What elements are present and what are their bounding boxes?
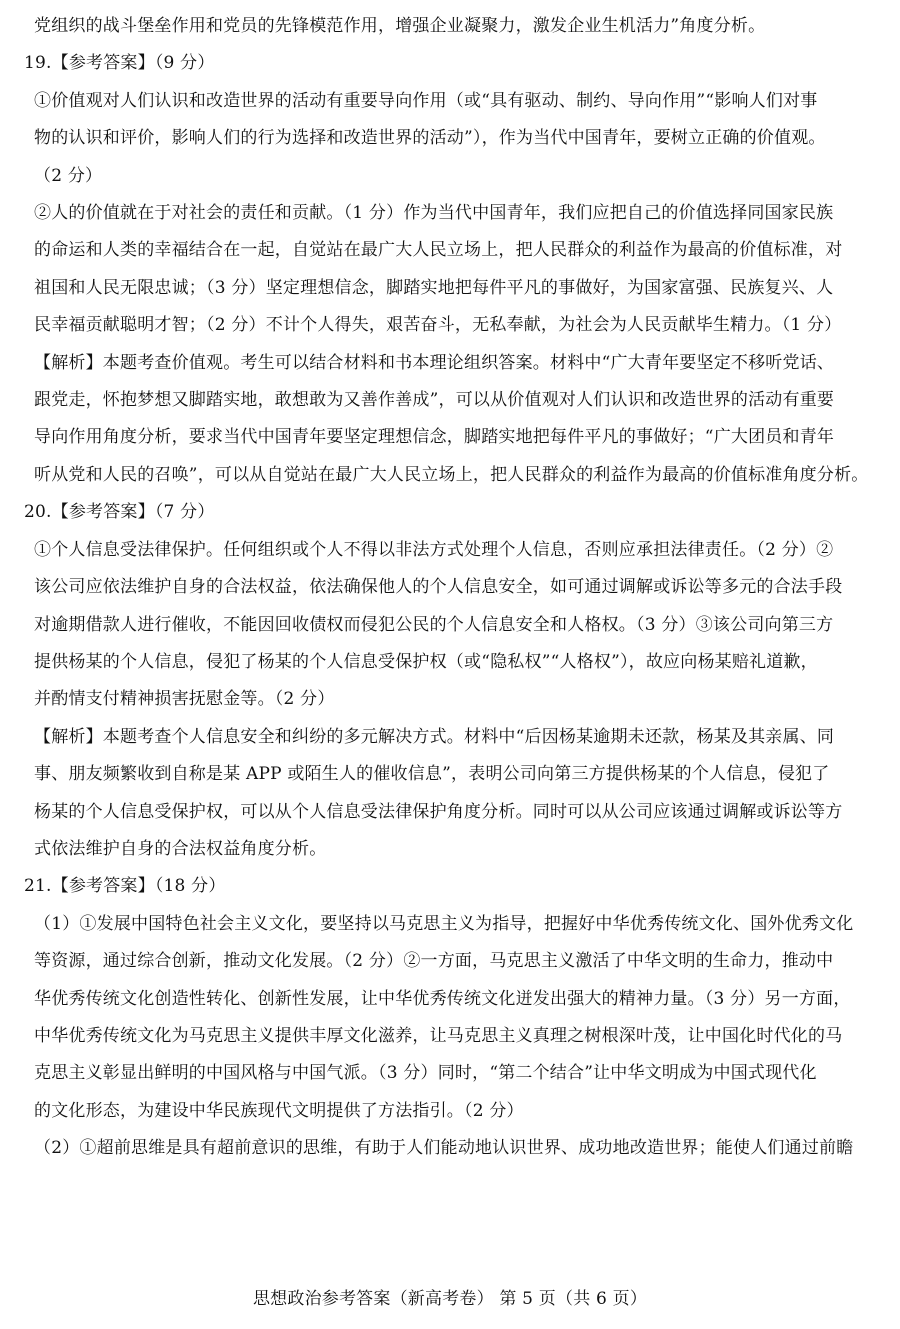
page-footer: 思想政治参考答案（新高考卷） 第 5 页（共 6 页） xyxy=(252,1289,648,1309)
text-line: 提供杨某的个人信息，侵犯了杨某的个人信息受保护权（或“隐私权”“人格权”），故应向杨某赔礼道歉， xyxy=(34,651,818,672)
question-20-heading: 20.【参考答案】（7 分） xyxy=(24,502,215,523)
text-line: 民幸福贡献聪明才智；（2 分）不计个人得失，艰苦奋斗，无私奉献，为社会为人民贡献毕生精力。（1 分） xyxy=(34,315,842,336)
text-line: 杨某的个人信息受保护权，可以从个人信息受法律保护角度分析。同时可以从公司应该通过调解或诉讼等方 xyxy=(34,801,843,822)
text-line: 的文化形态，为建设中华民族现代文明提供了方法指引。（2 分） xyxy=(34,1100,524,1121)
text-line: 式依法维护自身的合法权益角度分析。 xyxy=(34,838,327,859)
text-line: 华优秀传统文化创造性转化、创新性发展，让中华优秀传统文化迸发出强大的精神力量。（3 分）另一方面， xyxy=(34,988,851,1009)
text-line: （2）①超前思维是具有超前意识的思维，有助于人们能动地认识世界、成功地改造世界；能使人们通过前瞻 xyxy=(34,1138,854,1159)
text-line: 对逾期借款人进行催收，不能因回收债权而侵犯公民的个人信息安全和人格权。（3 分）③该公司向第三方 xyxy=(34,614,834,635)
analysis-line: 【解析】本题考查个人信息安全和纠纷的多元解决方式。材料中“后因杨某逾期未还款，杨某及其亲属、同 xyxy=(34,726,835,747)
text-line: 等资源，通过综合创新，推动文化发展。（2 分）②一方面，马克思主义激活了中华文明的生命力，推动中 xyxy=(34,951,834,972)
text-line: （2 分） xyxy=(34,165,103,186)
text-line: 事、朋友频繁收到自称是某 APP 或陌生人的催收信息”，表明公司向第三方提供杨某的个人信息，侵犯了 xyxy=(34,764,830,785)
text-line: 中华优秀传统文化为马克思主义提供丰厚文化滋养，让马克思主义真理之树根深叶茂，让中国化时代化的马 xyxy=(34,1025,843,1046)
analysis-line: 【解析】本题考查价值观。考生可以结合材料和书本理论组织答案。材料中“广大青年要坚定不移听党话、 xyxy=(34,352,835,373)
text-line: ①个人信息受法律保护。任何组织或个人不得以非法方式处理个人信息，否则应承担法律责任。（2 分）② xyxy=(34,539,834,560)
text-line: 祖国和人民无限忠诚；（3 分）坚定理想信念，脚踏实地把每件平凡的事做好，为国家富强、民族复兴、人 xyxy=(34,277,834,298)
text-line: 跟党走，怀抱梦想又脚踏实地，敢想敢为又善作善成”，可以从价值观对人们认识和改造世界的活动有重要 xyxy=(34,390,835,411)
question-19-heading: 19.【参考答案】（9 分） xyxy=(24,53,215,74)
text-line: 导向作用角度分析，要求当代中国青年要坚定理想信念，脚踏实地把每件平凡的事做好；“广大团员和青年 xyxy=(34,427,835,448)
question-21-heading: 21.【参考答案】（18 分） xyxy=(24,876,226,897)
text-line: 听从党和人民的召唤”，可以从自觉站在最广大人民立场上，把人民群众的利益作为最高的价值标准角度分析。 xyxy=(34,464,869,485)
text-line: 克思主义彰显出鲜明的中国风格与中国气派。（3 分）同时，“第二个结合”让中华文明成为中国式现代化 xyxy=(34,1063,817,1084)
text-line: 物的认识和评价，影响人们的行为选择和改造世界的活动”），作为当代中国青年，要树立正确的价值观。 xyxy=(34,128,826,149)
text-line: 党组织的战斗堡垒作用和党员的先锋模范作用，增强企业凝聚力，激发企业生机活力”角度分析。 xyxy=(34,16,766,36)
text-line: 该公司应依法维护自身的合法权益，依法确保他人的个人信息安全，如可通过调解或诉讼等多元的合法手段 xyxy=(34,577,843,598)
text-line: 并酌情支付精神损害抚慰金等。（2 分） xyxy=(34,689,335,710)
text-line: ②人的价值就在于对社会的责任和贡献。（1 分）作为当代中国青年，我们应把自己的价值选择同国家民族 xyxy=(34,203,834,224)
text-line: 的命运和人类的幸福结合在一起，自觉站在最广大人民立场上，把人民群众的利益作为最高的价值标准，对 xyxy=(34,240,843,261)
text-line: ①价值观对人们认识和改造世界的活动有重要导向作用（或“具有驱动、制约、导向作用”“影响人们对事 xyxy=(34,90,818,111)
text-line: （1）①发展中国特色社会主义文化，要坚持以马克思主义为指导，把握好中华优秀传统文化、国外优秀文化 xyxy=(34,913,854,934)
